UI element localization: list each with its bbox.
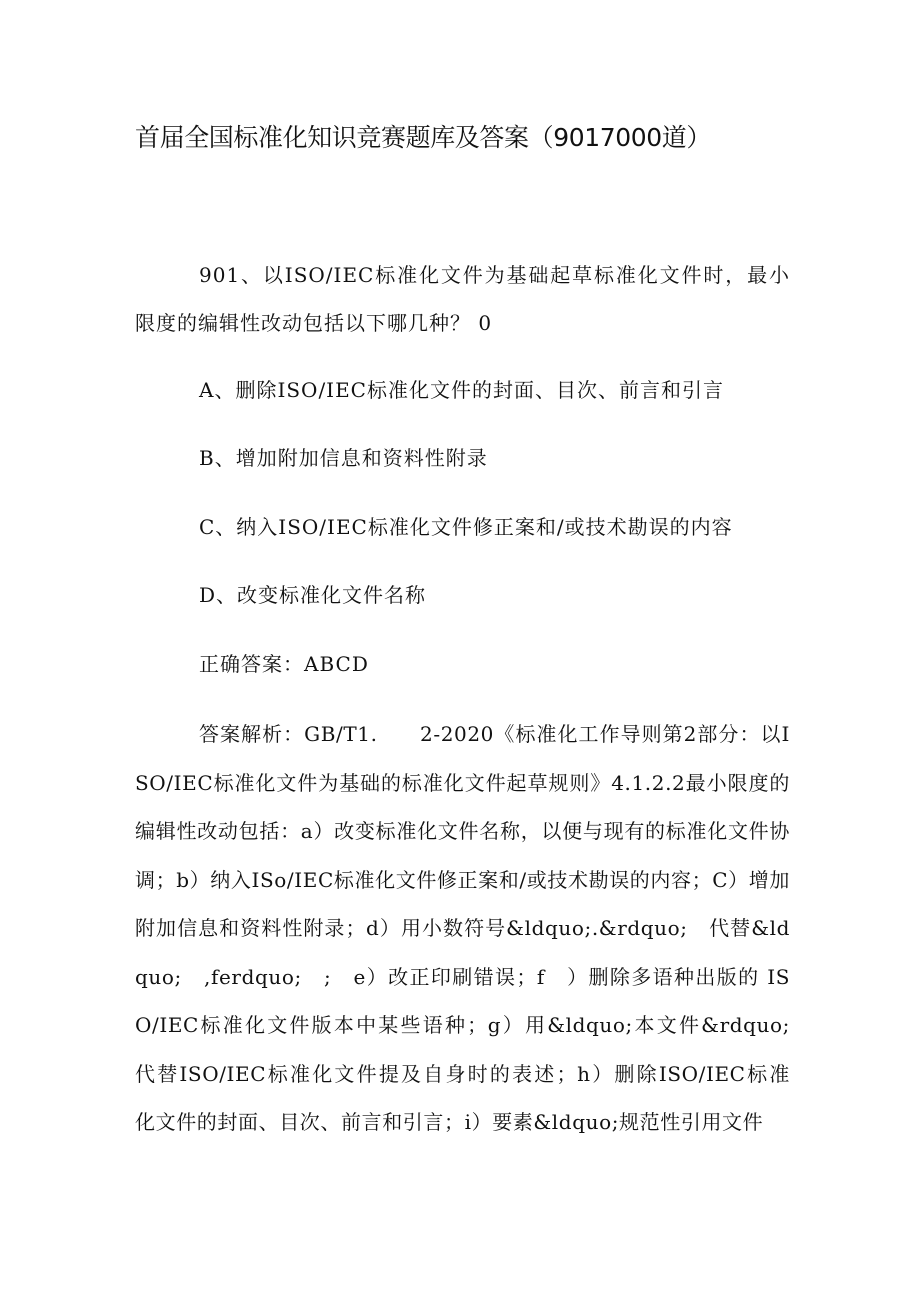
- correct-answer: 正确答案：ABCD: [199, 652, 369, 676]
- question-stem: 901、以ISO/IEC标准化文件为基础起草标准化文件时，最小 限度的编辑性改动包括以下哪几种？ 0: [135, 263, 790, 335]
- answer-explanation: 答案解析：GB/T1. 2-2020《标准化工作导则第2部分：以ISO/IEC标准化文件为基础的标准化文件起草规则》4.1.2.2最小限度的编辑性改动包括：a）改变标准化文件名称，以便与现有的标准化文件协调；b）纳入ISo/IEC标准化文件修正案和/或技术勘误的内容；C）增加附加信息和资料性附录；d）用小数符号&ldquo;.&rdquo; 代替&ldquo; ,ferdquo; ; e）改正印刷错误；f ）删除多语种出版的 ISO/IEC标准化文件版本中某些语种；g）用&ldquo;本文件&rdquo; 代替ISO/IEC标准化文件提及自身时的表述；h）删除ISO/IEC标准 化文件的封面、目次、前言和引言；i）要素&ldquo;规范性引用文件: [135, 722, 811, 1134]
- option-c: C、纳入ISO/IEC标准化文件修正案和/或技术勘误的内容: [199, 515, 733, 539]
- option-a: A、删除ISO/IEC标准化文件的封面、目次、前言和引言: [199, 378, 724, 402]
- document-title: 首届全国标准化知识竞赛题库及答案（9017000道）: [135, 123, 711, 152]
- option-d: D、改变标准化文件名称: [199, 583, 427, 607]
- option-b: B、增加附加信息和资料性附录: [199, 446, 488, 470]
